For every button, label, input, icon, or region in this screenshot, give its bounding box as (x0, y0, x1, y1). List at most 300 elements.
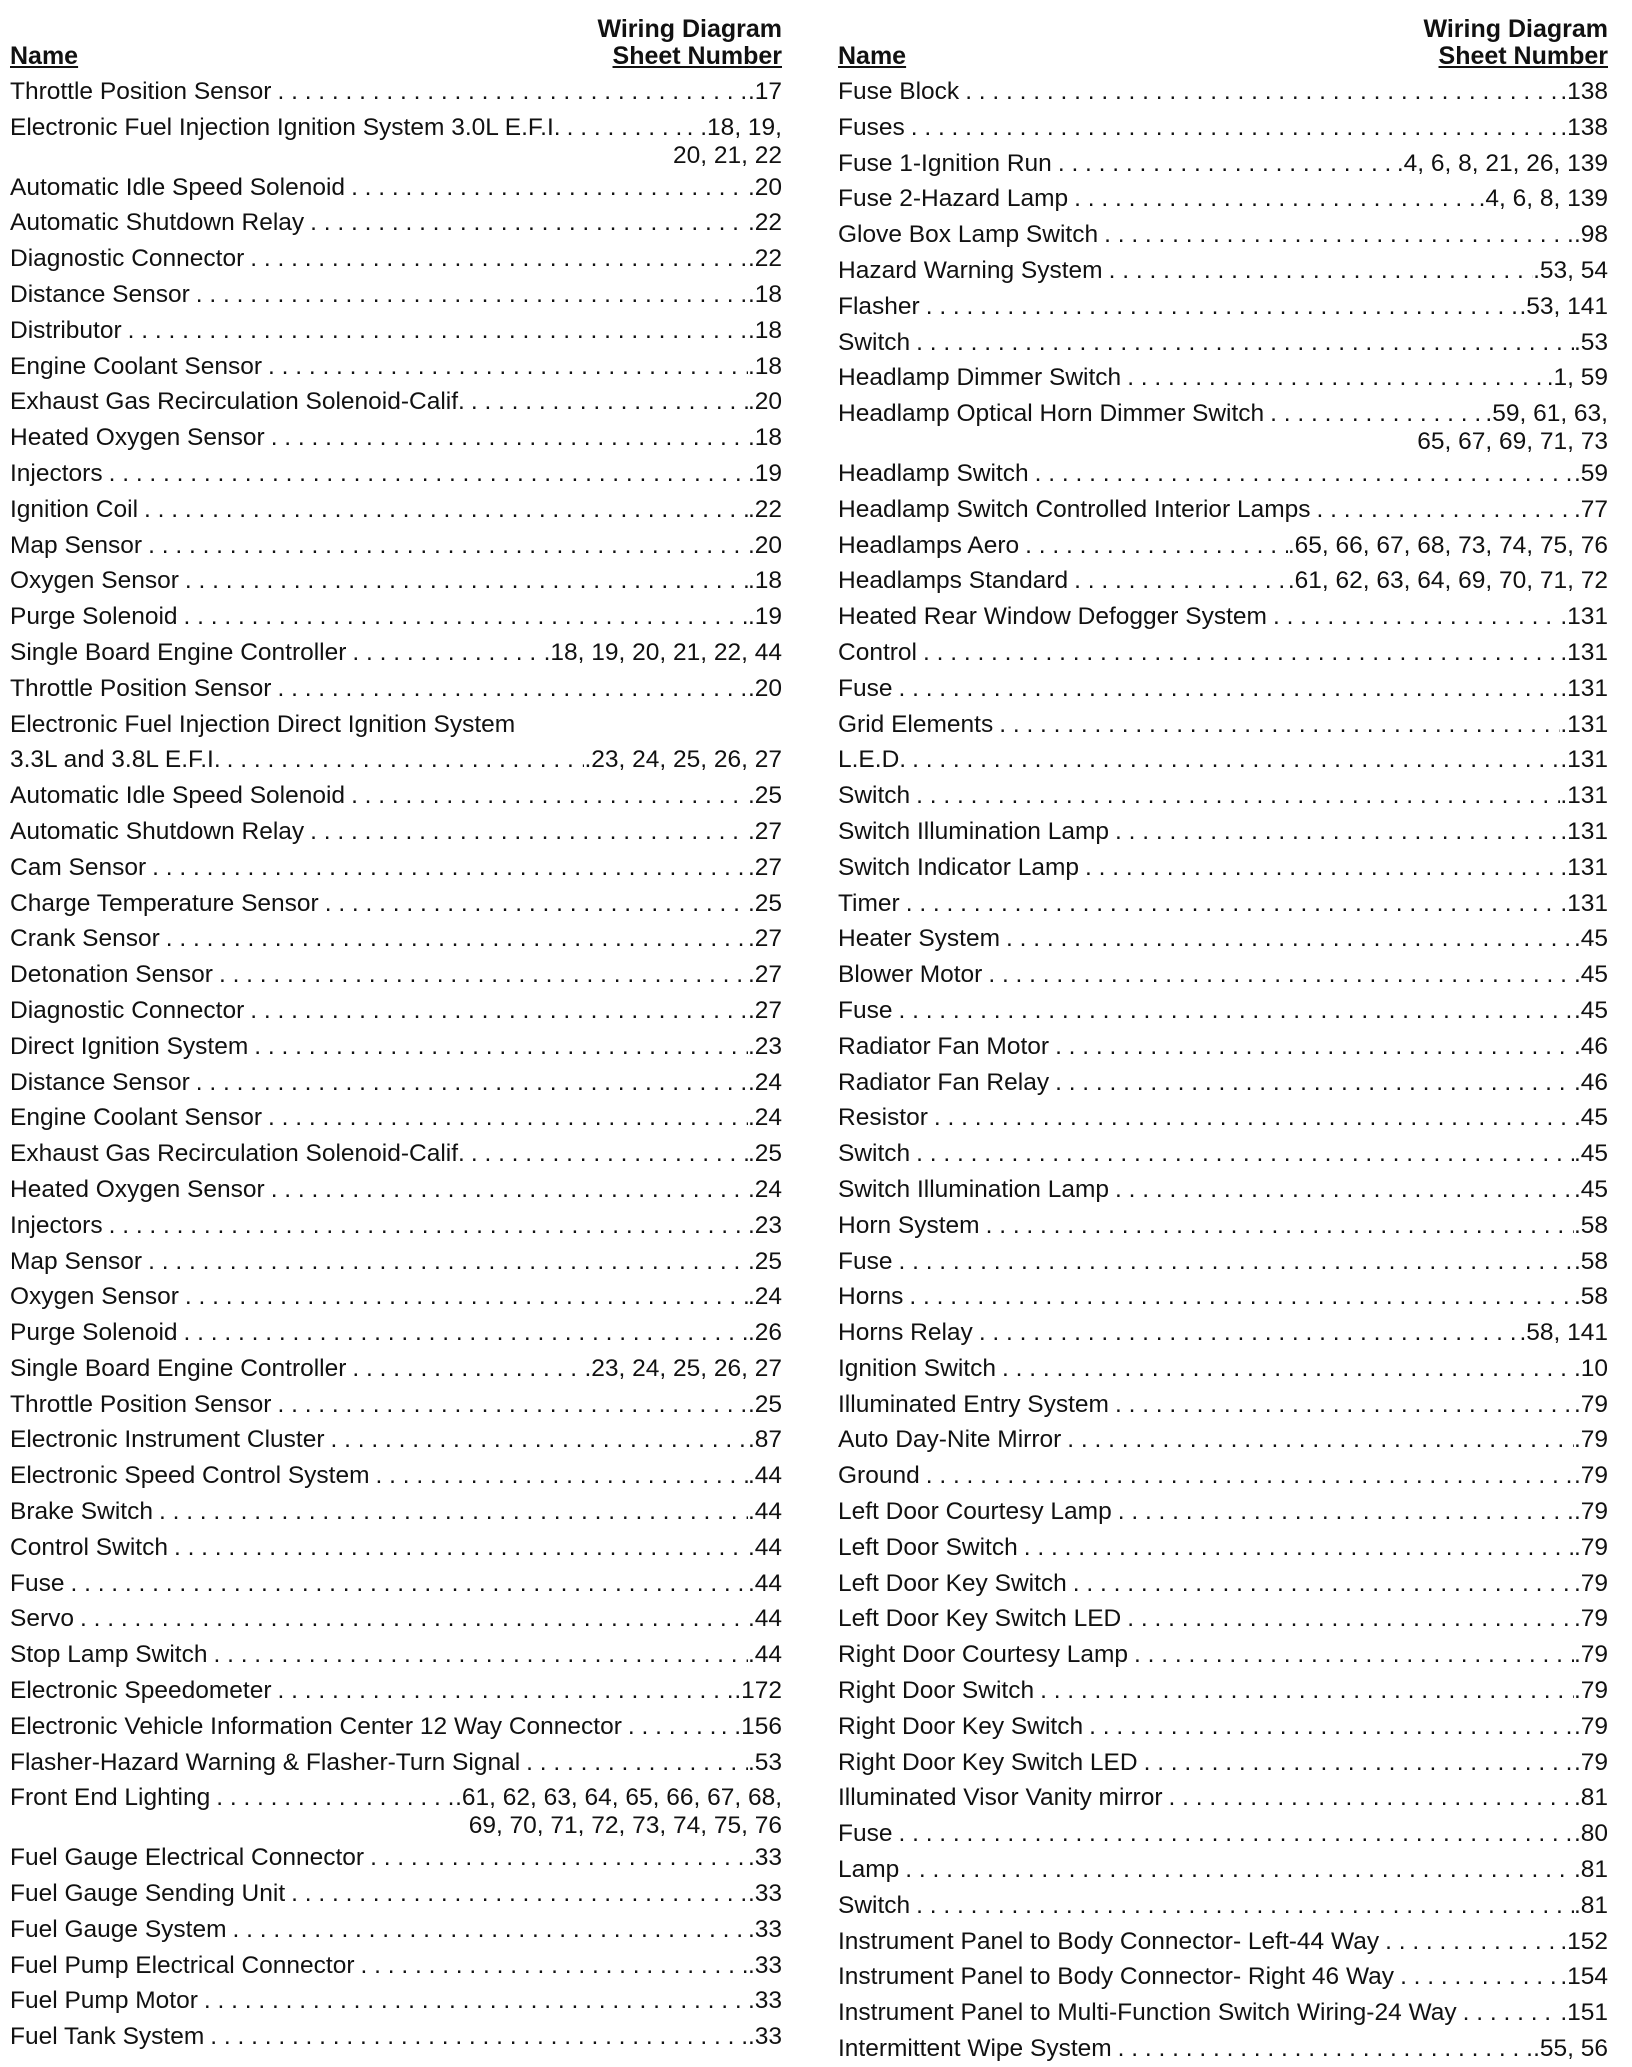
entry-name: Single Board Engine Controller (10, 638, 347, 666)
index-entry (10, 241, 782, 277)
entry-sheet-number: .45 (1573, 1104, 1608, 1132)
entry-sheet-number: .24 (747, 1283, 782, 1311)
entry-name: Fuse (838, 1820, 893, 1848)
sheet-number-heading (597, 16, 782, 70)
index-entry (838, 1387, 1608, 1423)
index-entry (10, 1709, 782, 1745)
entry-name: Electronic Instrument Cluster (10, 1426, 325, 1454)
dot-leader (1068, 563, 1288, 599)
dot-leader (900, 886, 1561, 922)
entry-sheet-number: .33 (747, 1915, 782, 1943)
entry-name: Injectors (10, 459, 103, 487)
dot-leader (364, 1840, 748, 1876)
sheet-heading-line1: Wiring Diagram (597, 15, 782, 43)
index-entry (10, 1351, 782, 1387)
entry-sheet-number: .151 (1560, 1999, 1608, 2027)
entry-sheet-number: . .18, 19, (686, 113, 782, 141)
entry-name: Distributor (10, 316, 122, 344)
entry-sheet-number: .79 (1573, 1641, 1608, 1669)
entry-name: Purge Solenoid (10, 603, 178, 631)
index-entry (838, 396, 1608, 432)
right-index-column (838, 12, 1608, 2067)
entry-name: Automatic Idle Speed Solenoid (10, 782, 346, 810)
index-entry (10, 1279, 782, 1315)
dot-leader (993, 707, 1560, 743)
entry-name: Hazard Warning System (838, 256, 1103, 284)
entry-name: Headlamp Dimmer Switch (838, 364, 1122, 392)
entry-sheet-continuation: 20, 21, 22 (673, 141, 782, 169)
entry-sheet-number: .65, 66, 67, 68, 73, 74, 75, 76 (1287, 531, 1608, 559)
index-heading-line: Electronic Fuel Injection Direct Ignition System (10, 710, 516, 738)
index-entry (10, 110, 782, 146)
index-entry (838, 360, 1608, 396)
index-entry (838, 1673, 1608, 1709)
dot-leader (160, 921, 748, 957)
entry-sheet-number: .20 (747, 531, 782, 559)
entry-name: Fuse (838, 996, 893, 1024)
dot-leader (179, 563, 748, 599)
entry-name: Throttle Position Sensor (10, 78, 272, 105)
dot-leader (1068, 181, 1478, 217)
name-heading: Name (10, 42, 79, 70)
entry-name: Radiator Fan Motor (838, 1032, 1050, 1060)
entry-sheet-number: .59, 61, 63, (1485, 400, 1608, 428)
entry-sheet-number: .4, 6, 8, 139 (1478, 185, 1608, 213)
entry-sheet-number: .58, 141 (1519, 1319, 1608, 1347)
index-entry (838, 707, 1608, 743)
entry-name: Fuse (838, 674, 893, 702)
dot-leader (910, 325, 1574, 361)
entry-sheet-number: .44 (747, 1641, 782, 1669)
entry-name: Exhaust Gas Recirculation Solenoid-Calif. (10, 388, 465, 416)
dot-leader (1049, 1065, 1574, 1101)
dot-leader (1029, 456, 1574, 492)
dot-leader (271, 1673, 734, 1709)
dot-leader (198, 1983, 748, 2019)
dot-leader (1112, 2031, 1533, 2067)
dot-leader (370, 1458, 748, 1494)
dot-leader (980, 1208, 1574, 1244)
entry-name: Ignition Coil (10, 495, 139, 523)
entry-sheet-number: .131 (1560, 674, 1608, 702)
entry-sheet-number: .154 (1560, 1963, 1608, 1991)
index-entry (838, 1208, 1608, 1244)
dot-leader (262, 349, 748, 385)
index-entry (838, 1924, 1608, 1960)
dot-leader (142, 1244, 748, 1280)
entry-sheet-number: .61, 62, 63, 64, 69, 70, 71, 72 (1287, 567, 1608, 595)
index-entry (10, 886, 782, 922)
entry-sheet-number: .44 (747, 1533, 782, 1561)
entry-name: Left Door Key Switch (838, 1569, 1067, 1597)
entry-name: Switch (838, 328, 911, 356)
dot-leader (227, 1912, 748, 1948)
dot-leader (905, 110, 1561, 146)
entry-name: Engine Coolant Sensor (10, 1104, 262, 1132)
entry-name: Fuse Block (838, 78, 960, 105)
dot-leader (168, 1530, 748, 1566)
entry-sheet-number: .18 (747, 424, 782, 452)
entry-name: Stop Lamp Switch (10, 1641, 208, 1669)
dot-leader (1019, 528, 1288, 564)
entry-sheet-continuation: 65, 67, 69, 71, 73 (1417, 427, 1608, 455)
dot-leader (190, 1065, 748, 1101)
entry-sheet-number: .18, 19, 20, 21, 22, 44 (543, 638, 782, 666)
entry-name: Headlamps Standard (838, 567, 1069, 595)
entry-sheet-number: .45 (1573, 996, 1608, 1024)
index-entry (10, 1100, 782, 1136)
index-entry (838, 289, 1608, 325)
index-entry (10, 1494, 782, 1530)
entry-sheet-number: .33 (747, 1880, 782, 1908)
entry-sheet-number: .20 (747, 674, 782, 702)
dot-leader (122, 313, 748, 349)
entry-name: Heated Oxygen Sensor (10, 424, 265, 452)
dot-leader (920, 1458, 1574, 1494)
entry-sheet-number: .45 (1573, 925, 1608, 953)
dot-leader (271, 1387, 747, 1423)
index-entry (838, 957, 1608, 993)
index-entry (10, 1387, 782, 1423)
index-entry (838, 528, 1608, 564)
dot-leader (142, 528, 748, 564)
index-entry (838, 456, 1608, 492)
dot-leader (190, 277, 748, 313)
entry-name: Left Door Courtesy Lamp (838, 1498, 1112, 1526)
index-entry (838, 2031, 1608, 2067)
dot-leader (1079, 850, 1560, 886)
dot-leader (345, 170, 748, 206)
dot-leader (996, 1351, 1574, 1387)
entry-sheet-number: .33 (747, 1951, 782, 1979)
entry-sheet-number: .44 (747, 1498, 782, 1526)
entry-sheet-number: .27 (747, 996, 782, 1024)
index-entry (838, 563, 1608, 599)
dot-leader (262, 1100, 748, 1136)
index-entry (10, 384, 782, 420)
index-entry (10, 277, 782, 313)
entry-name: Automatic Shutdown Relay (10, 817, 305, 845)
entry-name: Switch Illumination Lamp (838, 1175, 1109, 1203)
entry-name: Automatic Shutdown Relay (10, 209, 305, 237)
index-entry (838, 1422, 1608, 1458)
dot-leader (465, 1136, 748, 1172)
dot-leader (1109, 1387, 1574, 1423)
dot-leader (304, 205, 748, 241)
entry-name: Distance Sensor (10, 1068, 190, 1096)
index-entry (10, 1745, 782, 1781)
dot-leader (903, 1279, 1574, 1315)
entry-name: Electronic Fuel Injection Ignition System 3.0L E.F.I. (10, 113, 561, 141)
index-entry (838, 1530, 1608, 1566)
index-entry (838, 1351, 1608, 1387)
index-entry (10, 742, 782, 778)
entry-sheet-number: .18 (747, 316, 782, 344)
index-entry (10, 1422, 782, 1458)
dot-leader (1311, 492, 1574, 528)
index-entry (838, 1959, 1608, 1995)
entry-name: Radiator Fan Relay (838, 1068, 1050, 1096)
dot-leader (1018, 1530, 1574, 1566)
entry-sheet-number: .26 (747, 1319, 782, 1347)
entry-name: Headlamps Aero (838, 531, 1020, 559)
entry-name: Instrument Panel to Body Connector- Right 46 Way (838, 1963, 1395, 1991)
index-entry (10, 170, 782, 206)
entry-name: Headlamp Switch (838, 459, 1029, 487)
index-entry (10, 921, 782, 957)
entry-name: Lamp (838, 1856, 900, 1884)
entry-name: Purge Solenoid (10, 1319, 178, 1347)
index-entry (838, 1172, 1608, 1208)
dot-leader (1121, 360, 1547, 396)
dot-leader (221, 742, 585, 778)
entry-name: Fuses (838, 113, 905, 141)
entry-sheet-number: .25 (747, 1247, 782, 1275)
entry-sheet-number: .27 (747, 961, 782, 989)
index-entry (10, 1136, 782, 1172)
index-entry (838, 253, 1608, 289)
entry-sheet-number: .18 (747, 567, 782, 595)
index-entry (10, 1208, 782, 1244)
entry-sheet-number: .79 (1573, 1677, 1608, 1705)
dot-leader (959, 74, 1560, 110)
left-index-column (10, 12, 782, 2055)
entry-sheet-number: .131 (1560, 710, 1608, 738)
entry-name: Automatic Idle Speed Solenoid (10, 173, 346, 201)
index-entry (838, 886, 1608, 922)
entry-sheet-number: .25 (747, 889, 782, 917)
index-entry (10, 1876, 782, 1912)
dot-leader (910, 1888, 1574, 1924)
entry-name: Control Switch (10, 1533, 168, 1561)
entry-sheet-number: .131 (1560, 853, 1608, 881)
entry-name: Fuse (10, 1569, 65, 1597)
entry-sheet-number: .18 (747, 352, 782, 380)
dot-leader (265, 1172, 748, 1208)
entry-sheet-number: .79 (1573, 1569, 1608, 1597)
index-entry (838, 742, 1608, 778)
dot-leader (1128, 1637, 1574, 1673)
entry-sheet-number: .45 (1573, 961, 1608, 989)
dot-leader (1109, 814, 1560, 850)
index-entry (10, 1458, 782, 1494)
index-entry (10, 74, 782, 110)
dot-leader (920, 289, 1520, 325)
index-entry (838, 1995, 1608, 2031)
entry-name: Flasher-Hazard Warning & Flasher-Turn Signal (10, 1748, 521, 1776)
dot-leader (561, 110, 687, 146)
index-entry (838, 1637, 1608, 1673)
entry-sheet-number: .79 (1573, 1498, 1608, 1526)
entry-name: Distance Sensor (10, 280, 190, 308)
dot-leader (1457, 1995, 1561, 2031)
index-entry (10, 1780, 782, 1816)
entry-sheet-number: .33 (747, 2023, 782, 2051)
index-entry (838, 1100, 1608, 1136)
entry-name: Crank Sensor (10, 925, 160, 953)
dot-leader (346, 635, 543, 671)
dot-leader (271, 671, 747, 707)
entry-name: Switch Illumination Lamp (838, 817, 1109, 845)
index-entry (838, 1065, 1608, 1101)
index-entry (10, 1912, 782, 1948)
dot-leader (1267, 599, 1560, 635)
dot-leader (1138, 1745, 1574, 1781)
entry-name: Oxygen Sensor (10, 1283, 179, 1311)
entry-sheet-number: .44 (747, 1462, 782, 1490)
entry-sheet-number: .23, 24, 25, 26, 27 (584, 1354, 782, 1382)
entry-name: Right Door Key Switch (838, 1712, 1084, 1740)
index-entry (838, 1279, 1608, 1315)
dot-leader (355, 1948, 748, 1984)
index-entry (10, 1244, 782, 1280)
index-entry (838, 778, 1608, 814)
left-column-header (10, 12, 782, 70)
dot-leader (892, 671, 1560, 707)
dot-leader (520, 1745, 748, 1781)
entry-sheet-number: .59 (1573, 459, 1608, 487)
dot-leader (248, 1029, 748, 1065)
dot-leader (1052, 146, 1397, 182)
index-entry (10, 528, 782, 564)
entry-name: Instrument Panel to Multi-Function Switch Wiring-24 Way (838, 1999, 1457, 2027)
index-entry (10, 420, 782, 456)
index-entry (10, 993, 782, 1029)
dot-leader (64, 1566, 747, 1602)
dot-leader (153, 1494, 748, 1530)
entry-sheet-number: .25 (747, 1390, 782, 1418)
entry-name: Right Door Courtesy Lamp (838, 1641, 1129, 1669)
entry-sheet-number: .33 (747, 1987, 782, 2015)
entry-sheet-continuation: 69, 70, 71, 72, 73, 74, 75, 76 (468, 1812, 782, 1840)
index-entry (10, 563, 782, 599)
dot-leader (928, 1100, 1574, 1136)
sheet-heading-line1: Wiring Diagram (1423, 15, 1608, 43)
index-entry (10, 599, 782, 635)
entry-name: Glove Box Lamp Switch (838, 221, 1099, 249)
entry-sheet-number: .27 (747, 925, 782, 953)
entry-sheet-number: .79 (1573, 1462, 1608, 1490)
entry-sheet-number: .33 (747, 1844, 782, 1872)
index-entry (838, 635, 1608, 671)
index-entry (838, 325, 1608, 361)
index-entry (10, 1637, 782, 1673)
index-entry (10, 814, 782, 850)
entry-sheet-number: .172 (734, 1677, 782, 1705)
index-entry (10, 1983, 782, 2019)
index-entry (838, 1566, 1608, 1602)
entry-name: Illuminated Visor Vanity mirror (838, 1784, 1163, 1812)
entry-name: Diagnostic Connector (10, 245, 245, 273)
dot-leader (178, 1315, 748, 1351)
entry-sheet-number: .81 (1573, 1856, 1608, 1884)
entry-name: Front End Lighting (10, 1784, 211, 1812)
entry-sheet-number: .4, 6, 8, 21, 26, 139 (1396, 149, 1608, 177)
dot-leader (179, 1279, 748, 1315)
entry-name: 3.3L and 3.8L E.F.I. (10, 746, 221, 774)
entry-sheet-number: .22 (747, 245, 782, 273)
entry-name: Exhaust Gas Recirculation Solenoid-Calif. (10, 1140, 465, 1168)
index-entry (838, 1745, 1608, 1781)
dot-leader (1034, 1673, 1574, 1709)
entry-sheet-number: .58 (1573, 1283, 1608, 1311)
dot-leader (1163, 1780, 1574, 1816)
dot-leader (271, 74, 747, 110)
dot-leader (973, 1315, 1520, 1351)
entry-name: Grid Elements (838, 710, 994, 738)
dot-leader (210, 1780, 455, 1816)
entry-name: Left Door Switch (838, 1533, 1018, 1561)
index-entry (838, 993, 1608, 1029)
index-entry (10, 1530, 782, 1566)
name-heading: Name (838, 42, 907, 70)
index-entry (10, 456, 782, 492)
entry-name: L.E.D. (838, 746, 907, 774)
index-entry (10, 850, 782, 886)
entry-name: Switch Indicator Lamp (838, 853, 1080, 881)
entry-sheet-number: .138 (1560, 113, 1608, 141)
index-entry (10, 671, 782, 707)
index-entry (10, 1673, 782, 1709)
entry-sheet-number: .46 (1573, 1068, 1608, 1096)
index-entry (10, 1065, 782, 1101)
entry-name: Instrument Panel to Body Connector- Left-44 Way (838, 1927, 1380, 1955)
index-entry (838, 921, 1608, 957)
entry-sheet-number: .152 (1560, 1927, 1608, 1955)
index-entry (838, 1494, 1608, 1530)
sheet-heading-line2: Sheet Number (612, 42, 782, 70)
entry-name: Resistor (838, 1104, 928, 1132)
entry-sheet-number: .79 (1573, 1390, 1608, 1418)
index-entry (838, 1315, 1608, 1351)
index-entry (838, 850, 1608, 886)
entry-sheet-number: .25 (747, 782, 782, 810)
entry-name: Fuel Tank System (10, 2023, 205, 2051)
dot-leader (1109, 1172, 1574, 1208)
entry-name: Ignition Switch (838, 1354, 996, 1382)
entry-name: Heater System (838, 925, 1001, 953)
dot-leader (1112, 1494, 1574, 1530)
dot-leader (1061, 1422, 1574, 1458)
entry-sheet-number: .131 (1560, 889, 1608, 917)
index-entry (838, 1601, 1608, 1637)
dot-leader (1067, 1566, 1574, 1602)
index-entry (10, 957, 782, 993)
entry-name: Right Door Switch (838, 1677, 1035, 1705)
entry-name: Fuse 1-Ignition Run (838, 149, 1052, 177)
entry-name: Fuse 2-Hazard Lamp (838, 185, 1069, 213)
dot-leader (178, 599, 748, 635)
entry-sheet-number: .27 (747, 853, 782, 881)
entry-name: Fuel Gauge System (10, 1915, 227, 1943)
entry-sheet-number: .24 (747, 1068, 782, 1096)
entry-name: Heated Rear Window Defogger System (838, 603, 1267, 631)
entry-name: Horns (838, 1283, 904, 1311)
entry-name: Throttle Position Sensor (10, 674, 272, 702)
entry-name: Brake Switch (10, 1498, 153, 1526)
dot-leader (138, 492, 748, 528)
entry-name: Oxygen Sensor (10, 567, 179, 595)
index-entry (838, 1888, 1608, 1924)
index-entry (838, 1709, 1608, 1745)
index-entry (838, 1852, 1608, 1888)
dot-leader (1098, 217, 1574, 253)
index-entry (10, 778, 782, 814)
dot-leader (244, 241, 748, 277)
entry-sheet-number: .45 (1573, 1175, 1608, 1203)
entry-sheet-number: .55, 56 (1533, 2035, 1608, 2063)
entry-name: Fuel Gauge Electrical Connector (10, 1844, 365, 1872)
